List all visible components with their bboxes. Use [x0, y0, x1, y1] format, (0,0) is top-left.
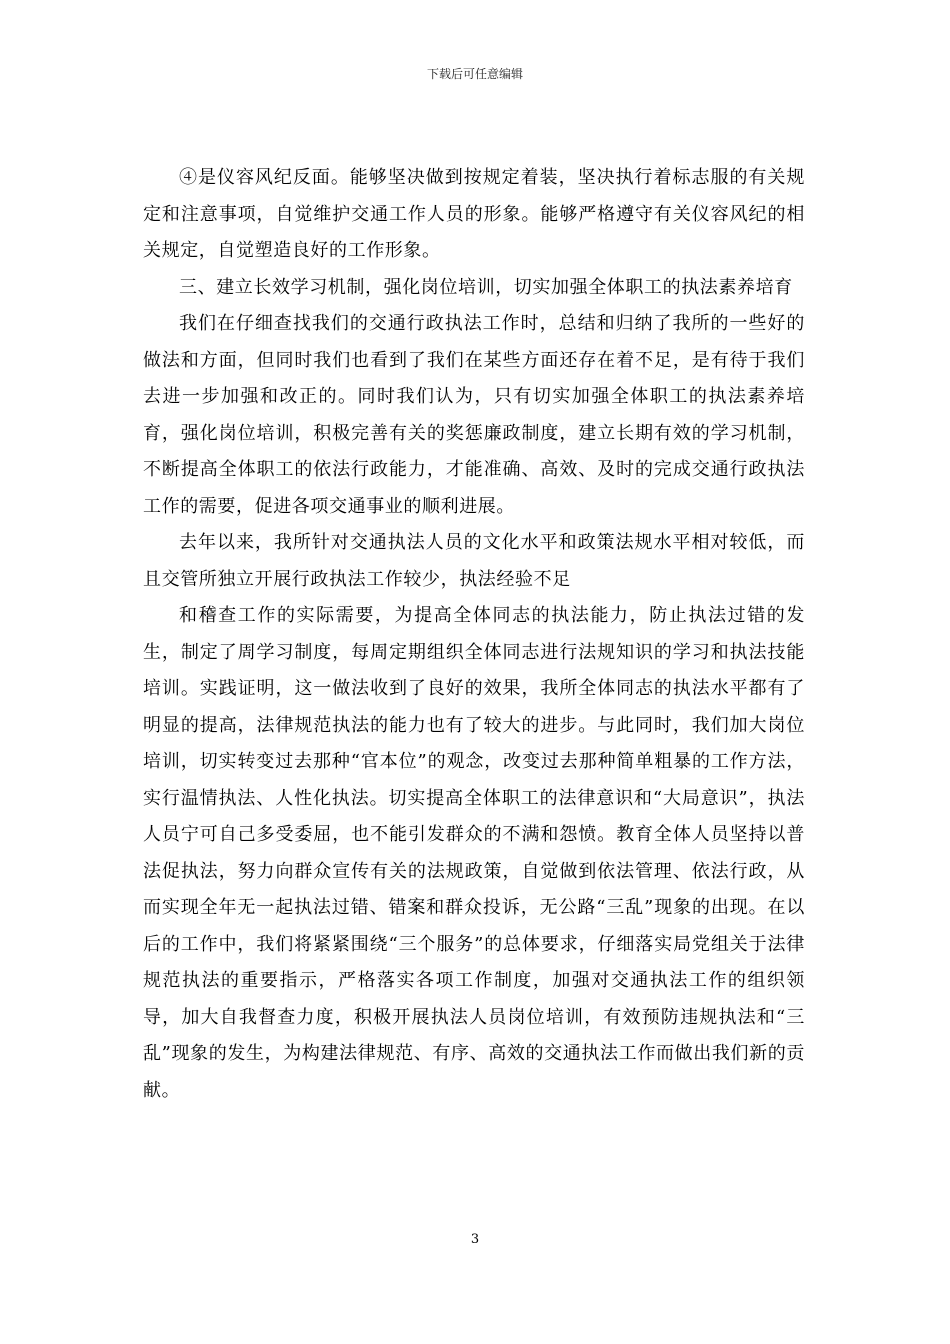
- paragraph-summary: 我们在仔细查找我们的交通行政执法工作时，总结和归纳了我所的一些好的做法和方面，但同时我们也看到了我们在某些方面还存在着不足，是有待于我们去进一步加强和改正的。同时我们认为，只有切实加强全体职工的执法素养培育，强化岗位培训，积极完善有关的奖惩廉政制度，建立长期有效的学习机制，不断提高全体职工的依法行政能力，才能准确、高效、及时的完成交通行政执法工作的需要，促进各项交通事业的顺利进展。: [143, 313, 805, 517]
- page-number: 3: [470, 1232, 480, 1247]
- document-body: [143, 160, 805, 1109]
- section-heading-three: 三、建立长效学习机制，强化岗位培训，切实加强全体职工的执法素养培育: [179, 276, 793, 298]
- paragraph-last-year: 去年以来，我所针对交通执法人员的文化水平和政策法规水平相对较低，而且交管所独立开展行政执法工作较少，执法经验不足: [143, 532, 805, 590]
- paragraph-appearance-discipline: ④是仪容风纪反面。能够坚决做到按规定着装，坚决执行着标志服的有关规定和注意事项，自觉维护交通工作人员的形象。能够严格遵守有关仪容风纪的相关规定，自觉塑造良好的工作形象。: [143, 167, 805, 261]
- page-header: 下载后可任意编辑: [426, 67, 523, 81]
- paragraph-training-results: 和稽查工作的实际需要，为提高全体同志的执法能力，防止执法过错的发生，制定了周学习制度，每周定期组织全体同志进行法规知识的学习和执法技能培训。实践证明，这一做法收到了良好的效果，我所全体同志的执法水平都有了明显的提高，法律规范执法的能力也有了较大的进步。与此同时，我们加大岗位培训，切实转变过去那种“官本位”的观念，改变过去那种简单粗暴的工作方法，实行温情执法、人性化执法。切实提高全体职工的法律意识和“大局意识”，执法人员宁可自己多受委屈，也不能引发群众的不满和怨愤。教育全体人员坚持以普法促执法，努力向群众宣传有关的法规政策，自觉做到依法管理、依法行政，从而实现全年无一起执法过错、错案和群众投诉，无公路“三乱”现象的出现。在以后的工作中，我们将紧紧围绕“三个服务”的总体要求，仔细落实局党组关于法律规范执法的重要指示，严格落实各项工作制度，加强对交通执法工作的组织领导，加大自我督查力度，积极开展执法人员岗位培训，有效预防违规执法和“三乱”现象的发生，为构建法律规范、有序、高效的交通执法工作而做出我们新的贡献。: [143, 605, 805, 1101]
